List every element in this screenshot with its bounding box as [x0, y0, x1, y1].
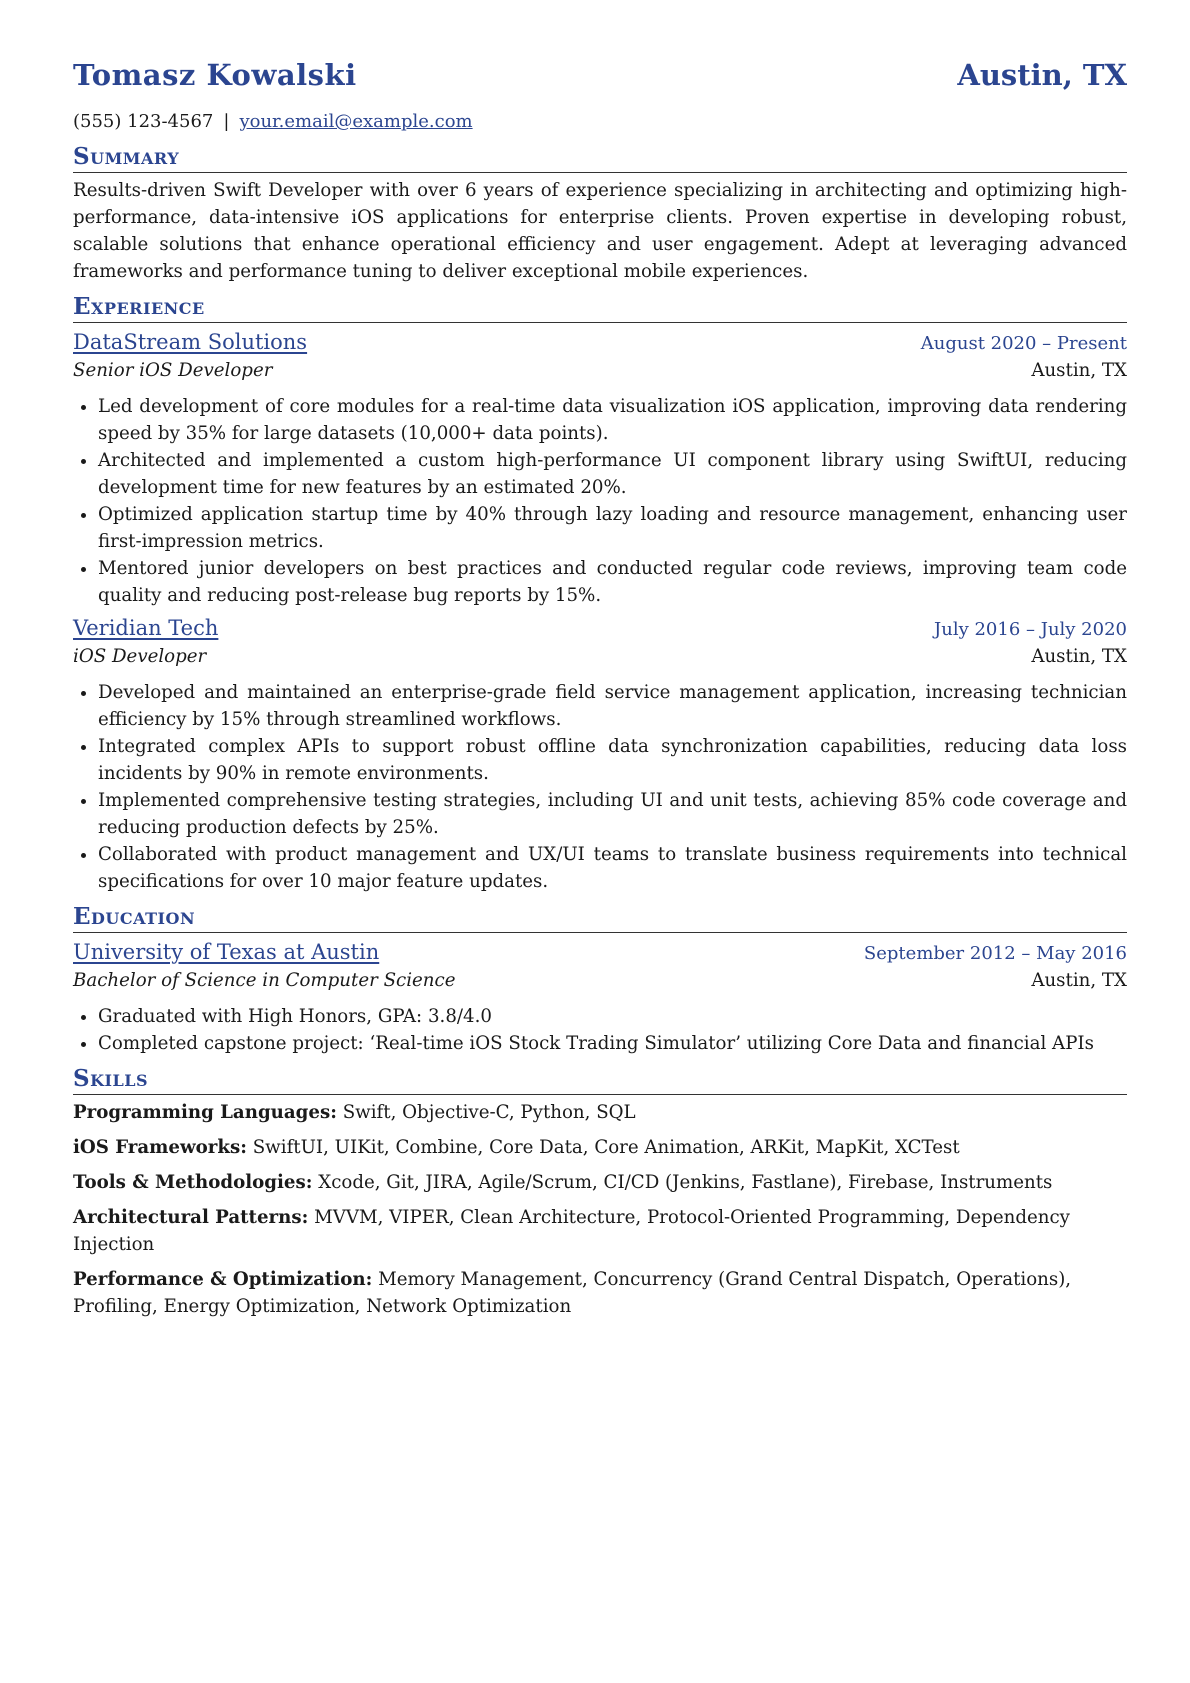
summary-text: Results-driven Swift Developer with over 6 years of experience specializing in architecting and optimizing high-performance, data-intensive iOS applications for enterprise clients. Proven expertise in developing robust, scalable solutions that enhance operational efficiency and user engagement. Adept at leveraging advanced frameworks and performance tuning to deliver exceptional mobile experiences.: [73, 180, 1127, 282]
skill-row: [73, 1099, 1127, 1126]
skill-label: Tools & Methodologies:: [73, 1172, 313, 1193]
experience-entry-header: [73, 615, 1127, 643]
resume-header: [73, 58, 1127, 106]
experience-entry: [73, 615, 1127, 895]
education-entry-header: [73, 939, 1127, 967]
education-entry: [73, 939, 1127, 1057]
education-item: • Completed capstone project: ‘Real-time iOS Stock Trading Simulator’ utilizing Core Data and financial APIs: [98, 1030, 1127, 1057]
school-name: University of Texas at Austin: [73, 940, 380, 964]
achievement-item: • Collaborated with product management and UX/UI teams to translate business requirements into technical specifications for over 10 major feature updates.: [98, 841, 1127, 895]
job-location: Austin, TX: [1031, 360, 1127, 381]
achievement-list: [73, 393, 1127, 609]
email-link[interactable]: your.email@example.com: [239, 111, 473, 132]
achievement-item: • Mentored junior developers on best practices and conducted regular code reviews, improving team code quality and reducing post-release bug reports by 15%.: [98, 555, 1127, 609]
achievement-item: • Integrated complex APIs to support robust offline data synchronization capabilities, reducing data loss incidents by 90% in remote environments.: [98, 733, 1127, 787]
skill-value: Memory Management, Concurrency (Grand Central Dispatch, Operations), Profiling, Energy Optimization, Network Optimization: [73, 1269, 1072, 1317]
skill-label: iOS Frameworks:: [73, 1137, 247, 1158]
skill-value: Swift, Objective-C, Python, SQL: [342, 1102, 636, 1123]
experience-entry: [73, 329, 1127, 609]
section-title-experience: Experience: [73, 293, 1127, 323]
achievement-item: • Implemented comprehensive testing strategies, including UI and unit tests, achieving 85% code coverage and reducing production defects by 25%.: [98, 787, 1127, 841]
experience-entry-subheader: [73, 357, 1127, 385]
experience-entry-subheader: [73, 643, 1127, 671]
skill-row: [73, 1169, 1127, 1196]
school-location: Austin, TX: [1031, 970, 1127, 991]
company-name: DataStream Solutions: [73, 330, 308, 354]
skill-label: Performance & Optimization:: [73, 1269, 373, 1290]
achievement-list: [73, 679, 1127, 895]
achievement-item: • Led development of core modules for a real-time data visualization iOS application, improving data rendering speed by 35% for large datasets (10,000+ data points).: [98, 393, 1127, 447]
resume-page: [73, 58, 1127, 1320]
job-location: Austin, TX: [1031, 646, 1127, 667]
experience-entry-header: [73, 329, 1127, 357]
section-title-education: Education: [73, 903, 1127, 933]
employment-dates: July 2016 – July 2020: [934, 619, 1127, 640]
section-title-summary: Summary: [73, 143, 1127, 173]
section-title-skills: Skills: [73, 1065, 1127, 1095]
degree-title: Bachelor of Science in Computer Science: [73, 970, 456, 991]
achievement-item: • Optimized application startup time by 40% through lazy loading and resource management, enhancing user first-impression metrics.: [98, 501, 1127, 555]
skill-value: MVVM, VIPER, Clean Architecture, Protocol-Oriented Programming, Dependency Injection: [73, 1207, 1070, 1255]
education-entry-subheader: [73, 967, 1127, 995]
skill-value: SwiftUI, UIKit, Combine, Core Data, Core Animation, ARKit, MapKit, XCTest: [252, 1137, 960, 1158]
achievement-item: • Developed and maintained an enterprise-grade field service management application, increasing technician efficiency by 15% through streamlined workflows.: [98, 679, 1127, 733]
education-dates: September 2012 – May 2016: [863, 943, 1127, 964]
education-item: • Graduated with High Honors, GPA: 3.8/4.0: [98, 1003, 1127, 1030]
skill-row: [73, 1266, 1127, 1320]
skill-label: Architectural Patterns:: [73, 1207, 309, 1228]
skill-label: Programming Languages:: [73, 1102, 337, 1123]
job-title: iOS Developer: [73, 646, 207, 667]
company-name: Veridian Tech: [73, 616, 219, 640]
employment-dates: August 2020 – Present: [920, 333, 1127, 354]
education-list: [73, 1003, 1127, 1057]
skill-value: Xcode, Git, JIRA, Agile/Scrum, CI/CD (Jenkins, Fastlane), Firebase, Instruments: [318, 1172, 1053, 1193]
job-title: Senior iOS Developer: [73, 360, 273, 381]
contact-separator: |: [223, 111, 230, 132]
skill-row: [73, 1134, 1127, 1161]
achievement-item: • Architected and implemented a custom high-performance UI component library using SwiftUI, reducing development time for new features by an estimated 20%.: [98, 447, 1127, 501]
candidate-location: Austin, TX: [957, 58, 1127, 92]
candidate-name: Tomasz Kowalski: [73, 58, 357, 92]
skill-row: [73, 1204, 1127, 1258]
contact-line: [73, 108, 1127, 135]
phone-number: (555) 123-4567: [73, 111, 214, 132]
